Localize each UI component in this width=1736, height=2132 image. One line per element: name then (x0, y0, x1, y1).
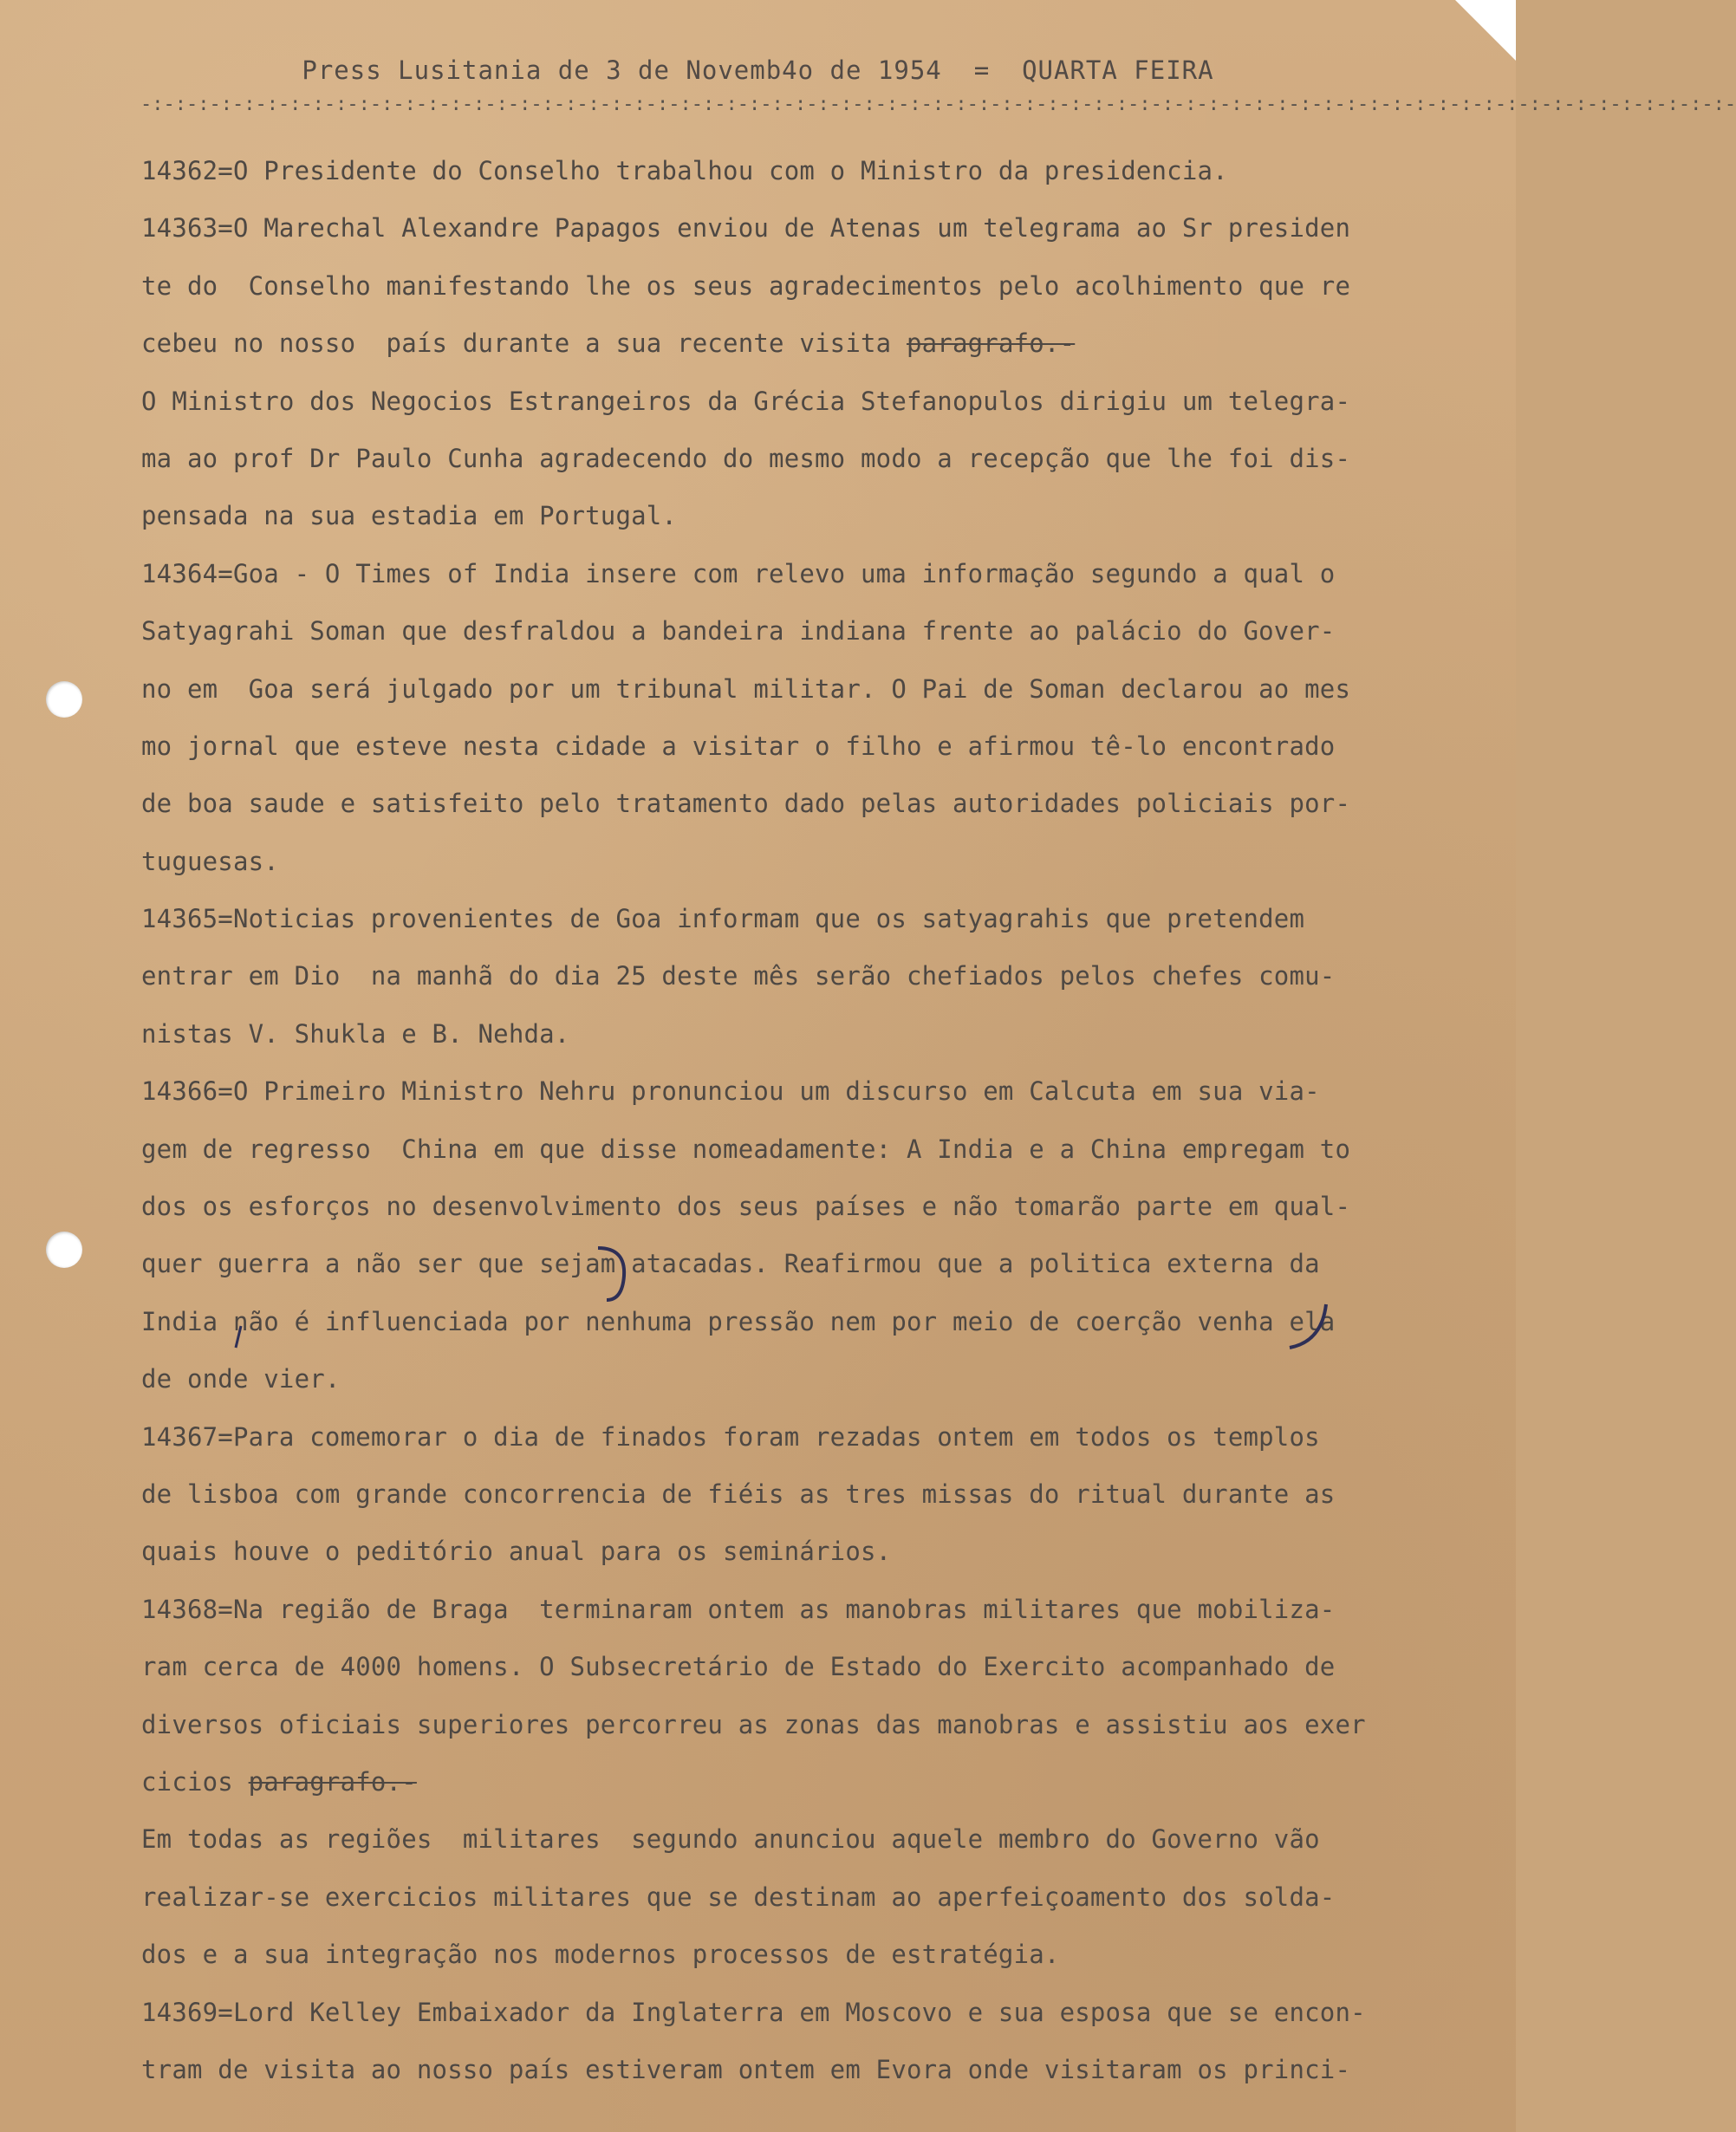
punch-hole-lower (46, 1232, 82, 1268)
line-text: cicios (141, 1766, 249, 1797)
text-line: 14367=Para comemorar o dia de finados foram rezadas ontem em todos os templos (141, 1421, 1320, 1452)
punch-hole-upper (46, 681, 82, 718)
line-text: cebeu no nosso país durante a sua recente visita (141, 328, 907, 359)
header-separator: -:-:-:-:-:-:-:-:-:-:-:-:-:-:-:-:-:-:-:-:-:-:-:-:-:-:-:-:-:-:-:-:-:-:-:-:-:-:-:-:-:-:-:-:-:-:-:-:-:-:-:-:-:-:-:-:-:-:-:-:-:-:-:-:-:-:-:-:-:- (140, 94, 1736, 115)
text-line: no em Goa será julgado por um tribunal militar. O Pai de Soman declarou ao mes (141, 673, 1351, 704)
struck-text: paragrafo.- (906, 328, 1076, 359)
text-line: 14365=Noticias provenientes de Goa informam que os satyagrahis que pretendem (141, 904, 1305, 934)
document-header: Press Lusitania de 3 de Novemb4o de 1954 = QUARTA FEIRA (302, 55, 1214, 85)
text-line (141, 315, 1511, 372)
text-line: Em todas as regiões militares segundo anunciou aquele membro do Governo vão (141, 1824, 1320, 1855)
text-line: pensada na sua estadia em Portugal. (141, 501, 678, 531)
text-line: entrar em Dio na manhã do dia 25 deste mês serão chefiados pelos chefes comu- (141, 961, 1336, 991)
text-line: India não é influenciada por nenhuma pressão nem por meio de coerção venha ela (141, 1306, 1336, 1336)
text-line: Satyagrahi Soman que desfraldou a bandeira indiana frente ao palácio do Gover- (141, 616, 1336, 647)
text-line: quer guerra a não ser que sejam atacadas. Reafirmou que a politica externa da (141, 1249, 1320, 1279)
text-line: ma ao prof Dr Paulo Cunha agradecendo do mesmo modo a recepção que lhe foi dis- (141, 443, 1351, 473)
text-line: realizar-se exercicios militares que se destinam ao aperfeiçoamento dos solda- (141, 1882, 1336, 1912)
text-line: quais houve o peditório anual para os seminários. (141, 1537, 892, 1567)
typed-body (141, 142, 1511, 2098)
text-line: dos e a sua integração nos modernos processos de estratégia. (141, 1940, 1060, 1970)
text-line: 14369=Lord Kelley Embaixador da Inglaterra em Moscovo e sua esposa que se encon- (141, 1997, 1366, 2027)
text-line: gem de regresso China em que disse nomeadamente: A India e a China empregam to (141, 1134, 1351, 1164)
text-line: mo jornal que esteve nesta cidade a visitar o filho e afirmou tê-lo encontrado (141, 731, 1336, 761)
text-line: te do Conselho manifestando lhe os seus agradecimentos pelo acolhimento que re (141, 270, 1351, 301)
text-line: de boa saude e satisfeito pelo tratamento dado pelas autoridades policiais por- (141, 789, 1351, 819)
text-line: O Ministro dos Negocios Estrangeiros da Grécia Stefanopulos dirigiu um telegra- (141, 386, 1351, 416)
text-line: 14363=O Marechal Alexandre Papagos enviou de Atenas um telegrama ao Sr presiden (141, 213, 1351, 244)
torn-corner (1455, 0, 1516, 61)
text-line: 14368=Na região de Braga terminaram ontem as manobras militares que mobiliza- (141, 1594, 1336, 1624)
struck-text: paragrafo.- (248, 1766, 417, 1797)
text-line: 14366=O Primeiro Ministro Nehru pronunciou um discurso em Calcuta em sua via- (141, 1076, 1320, 1107)
text-line: ram cerca de 4000 homens. O Subsecretário de Estado do Exercito acompanhado de (141, 1652, 1336, 1682)
text-line: diversos oficiais superiores percorreu as zonas das manobras e assistiu aos exer (141, 1709, 1366, 1739)
text-line: 14362=O Presidente do Conselho trabalhou com o Ministro da presidencia. (141, 156, 1228, 185)
text-line: tuguesas. (141, 846, 279, 876)
text-line: de lisboa com grande concorrencia de fiéis as tres missas do ritual durante as (141, 1479, 1336, 1509)
text-line: tram de visita ao nosso país estiveram ontem em Evora onde visitaram os princi- (141, 2054, 1351, 2084)
text-line: nistas V. Shukla e B. Nehda. (141, 1018, 570, 1049)
text-line: 14364=Goa - O Times of India insere com relevo uma informação segundo a qual o (141, 558, 1336, 588)
text-line: dos os esforços no desenvolvimento dos seus países e não tomarão parte em qual- (141, 1192, 1351, 1222)
text-line (141, 1753, 1511, 1810)
text-line: de onde vier. (141, 1364, 341, 1394)
